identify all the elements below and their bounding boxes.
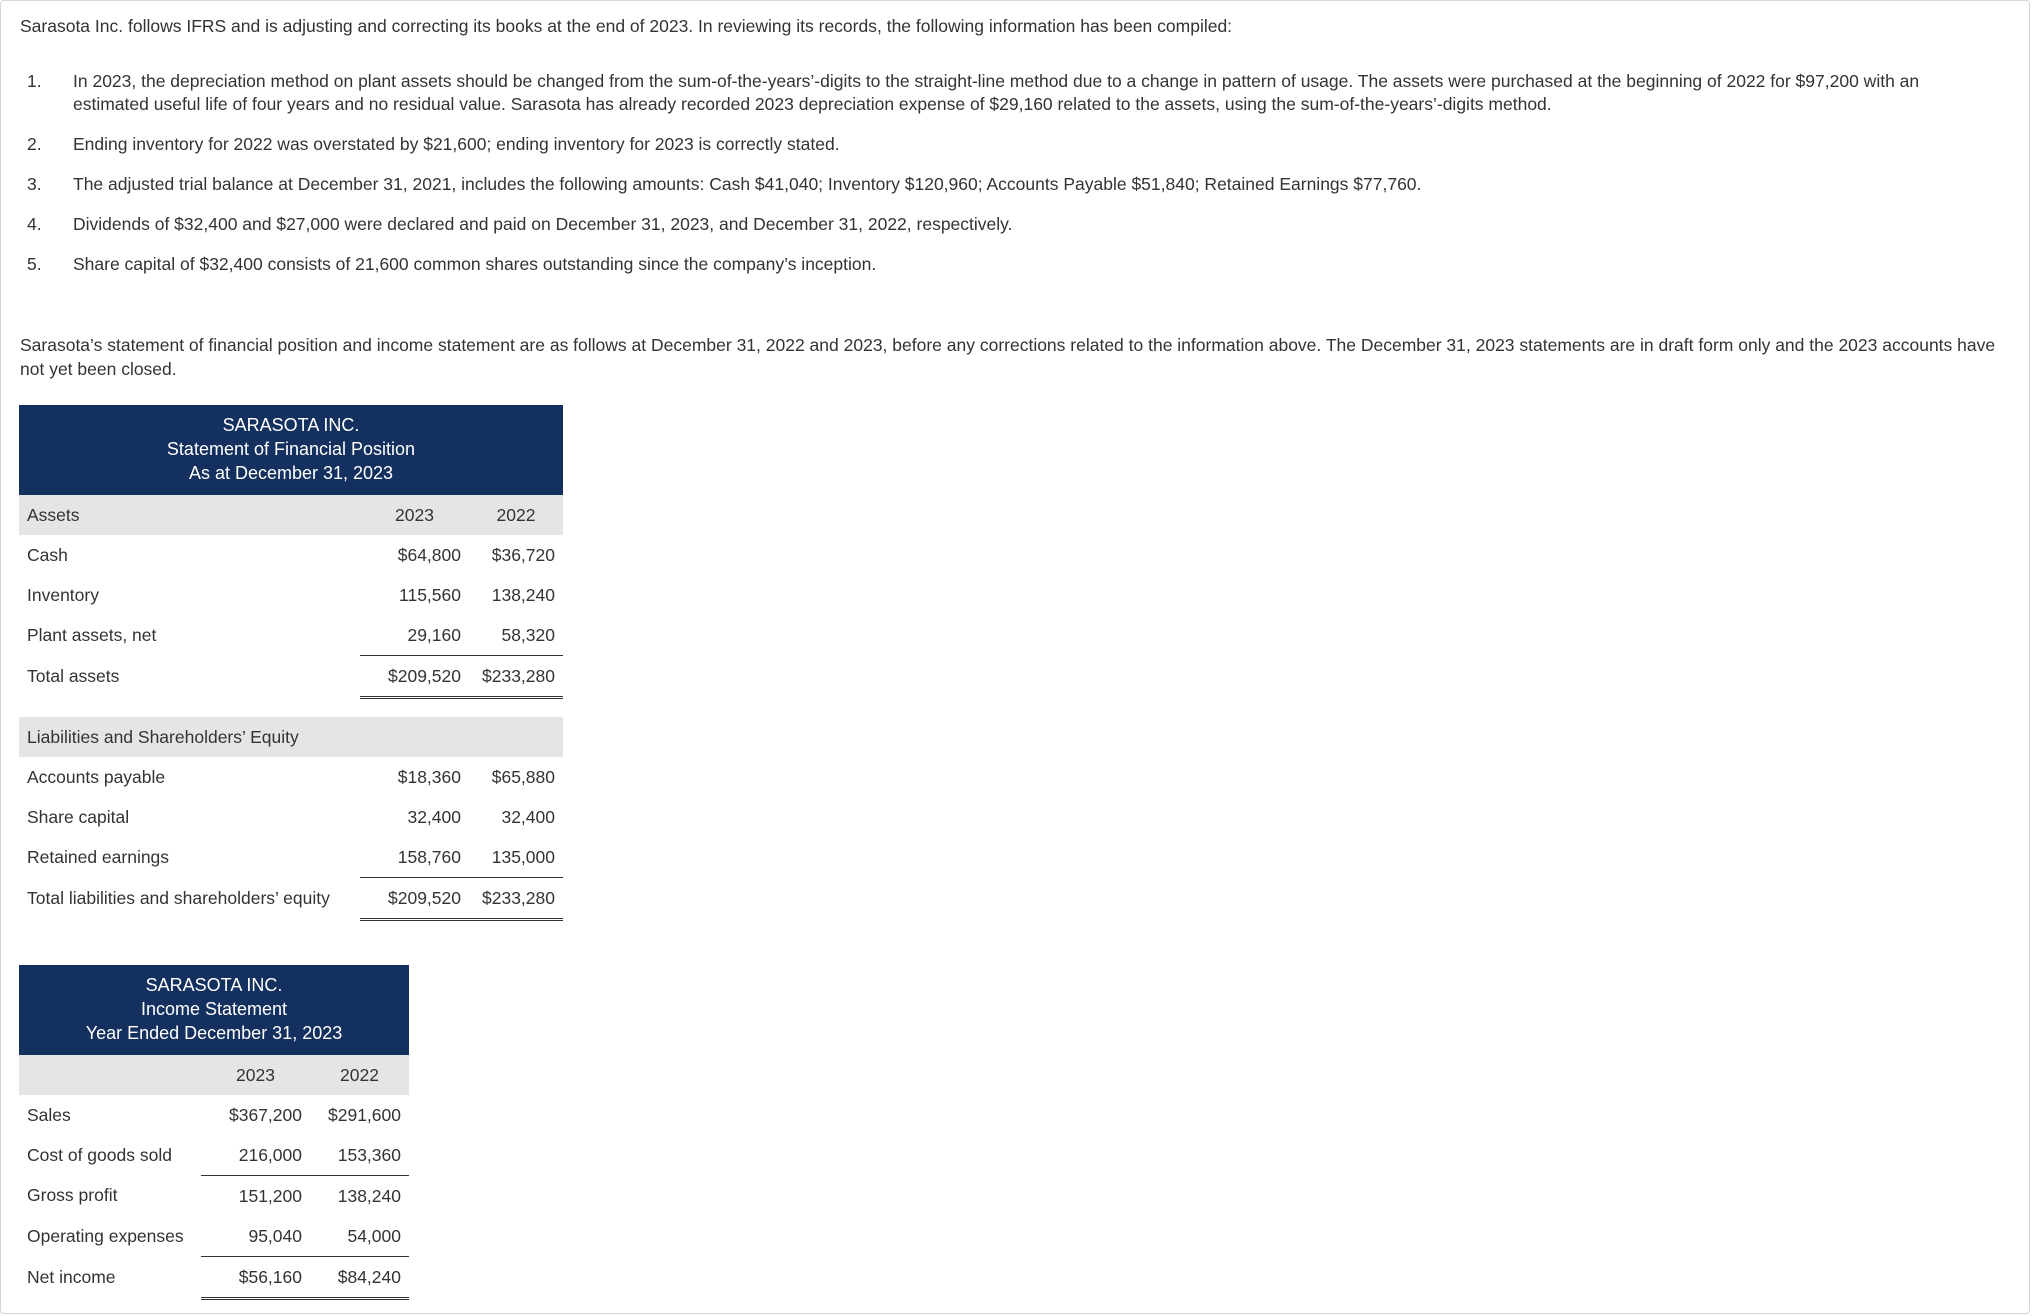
table-row [19,535,563,575]
table-row [19,797,563,837]
row-label: Sales [27,1104,71,1125]
statement-title: Income Statement [140,999,288,1019]
section-label: Assets [19,495,360,535]
list-item [20,173,1980,196]
table-header [19,965,409,1055]
value-2022: $36,720 [491,544,555,565]
section-header-row [19,717,563,757]
table-row [19,575,563,615]
column-header-2023: 2023 [360,495,469,535]
table-row [19,1135,409,1176]
section-label: Liabilities and Shareholders’ Equity [19,717,563,757]
row-label: Net income [27,1267,116,1287]
table-header [19,405,563,495]
value-2023: $64,800 [397,544,461,565]
value-2023: $209,520 [360,878,469,920]
value-2023: 151,200 [238,1185,302,1206]
value-2022: $233,280 [469,878,563,920]
statement-title: Statement of Financial Position [166,439,416,459]
table-row [19,615,563,656]
value-2023: 29,160 [360,615,469,656]
value-2022: 138,240 [491,584,555,605]
row-label: Retained earnings [27,846,170,867]
table-row [19,1095,409,1135]
value-2022: $84,240 [310,1257,409,1299]
row-label: Plant assets, net [27,624,157,645]
value-2022: 54,000 [310,1216,409,1257]
list-item [20,213,1980,236]
note-text: Share capital of $32,400 consists of 21,600 common shares outstanding since the company’s inception. [73,254,877,274]
row-label: Cash [27,544,68,565]
company-name: SARASOTA INC. [145,975,283,995]
row-label: Cost of goods sold [27,1144,172,1165]
value-2022: 153,360 [310,1135,409,1176]
intro-text: Sarasota Inc. follows IFRS and is adjusting and correcting its books at the end of 2023. In reviewing its records, the following information has been compiled: [20,16,1233,36]
row-label: Gross profit [27,1185,118,1206]
total-row [19,1257,409,1299]
statement-heading [19,405,563,495]
note-number: 3. [27,174,42,194]
statement-heading [19,965,409,1055]
value-2023: 32,400 [407,806,461,827]
column-header-row [19,1055,409,1095]
row-label: Total liabilities and shareholders’ equity [27,888,330,908]
table-row [19,757,563,797]
value-2022: 58,320 [469,615,563,656]
note-text: In 2023, the depreciation method on plant assets should be changed from the sum-of-the-years’-digits to the straight-line method due to a change in pattern of usage. The assets were purchased at the beginning of 2022 for $97,200 with an estimated useful life of four years and no residual value. Sarasota has already recorded 2023 depreciation expense of $29,160 related to the assets, using the sum-of-the-years’-digits method. [73,71,1920,114]
note-number: 1. [27,71,42,91]
statement-date: As at December 31, 2023 [188,463,394,483]
total-row [19,878,563,920]
value-2022: 32,400 [501,806,555,827]
value-2023: 216,000 [201,1135,310,1176]
column-header-2022: 2022 [310,1055,409,1095]
empty-header-cell [19,1055,201,1095]
value-2022: $233,280 [469,656,563,698]
list-item [20,133,1980,156]
row-label: Accounts payable [27,766,166,787]
value-2023: 158,760 [360,837,469,878]
value-2022: $65,880 [491,766,555,787]
list-item [20,253,1980,276]
total-row [19,656,563,698]
list-item [20,70,1980,116]
spacer-row [19,698,563,718]
value-2023: $209,520 [360,656,469,698]
row-label: Operating expenses [27,1225,184,1246]
note-number: 2. [27,134,42,154]
section-header-row [19,495,563,535]
financial-position-table [19,405,563,921]
note-number: 5. [27,254,42,274]
value-2022: $291,600 [328,1104,401,1125]
income-statement-table [19,965,409,1300]
row-label: Inventory [27,584,99,605]
value-2023: $367,200 [229,1104,302,1125]
table-row [19,837,563,878]
note-text: The adjusted trial balance at December 31, 2021, includes the following amounts: Cash $41,040; Inventory $120,960; Accounts Payable $51,840; Retained Earnings $77,760. [73,174,1422,194]
note-number: 4. [27,214,42,234]
statement-date: Year Ended December 31, 2023 [85,1023,343,1043]
note-text: Ending inventory for 2022 was overstated by $21,600; ending inventory for 2023 is correctly stated. [73,134,840,154]
value-2023: 95,040 [201,1216,310,1257]
notes-list [20,70,1980,293]
value-2023: 115,560 [399,584,461,605]
value-2023: $18,360 [397,766,461,787]
value-2022: 138,240 [337,1185,401,1206]
value-2022: 135,000 [469,837,563,878]
company-name: SARASOTA INC. [222,415,360,435]
table-row [19,1216,409,1257]
note-text: Dividends of $32,400 and $27,000 were declared and paid on December 31, 2023, and December 31, 2022, respectively. [73,214,1013,234]
row-label: Share capital [27,806,130,827]
column-header-2022: 2022 [469,495,563,535]
row-label: Total assets [27,666,120,686]
statements-intro-text: Sarasota’s statement of financial position and income statement are as follows at December 31, 2022 and 2023, before any corrections related to the information above. The December 31, 2023 statements are in draft form only and the 2023 accounts have not yet been closed. [20,335,1996,379]
table-row [19,1176,409,1217]
column-header-2023: 2023 [201,1055,310,1095]
value-2023: $56,160 [201,1257,310,1299]
